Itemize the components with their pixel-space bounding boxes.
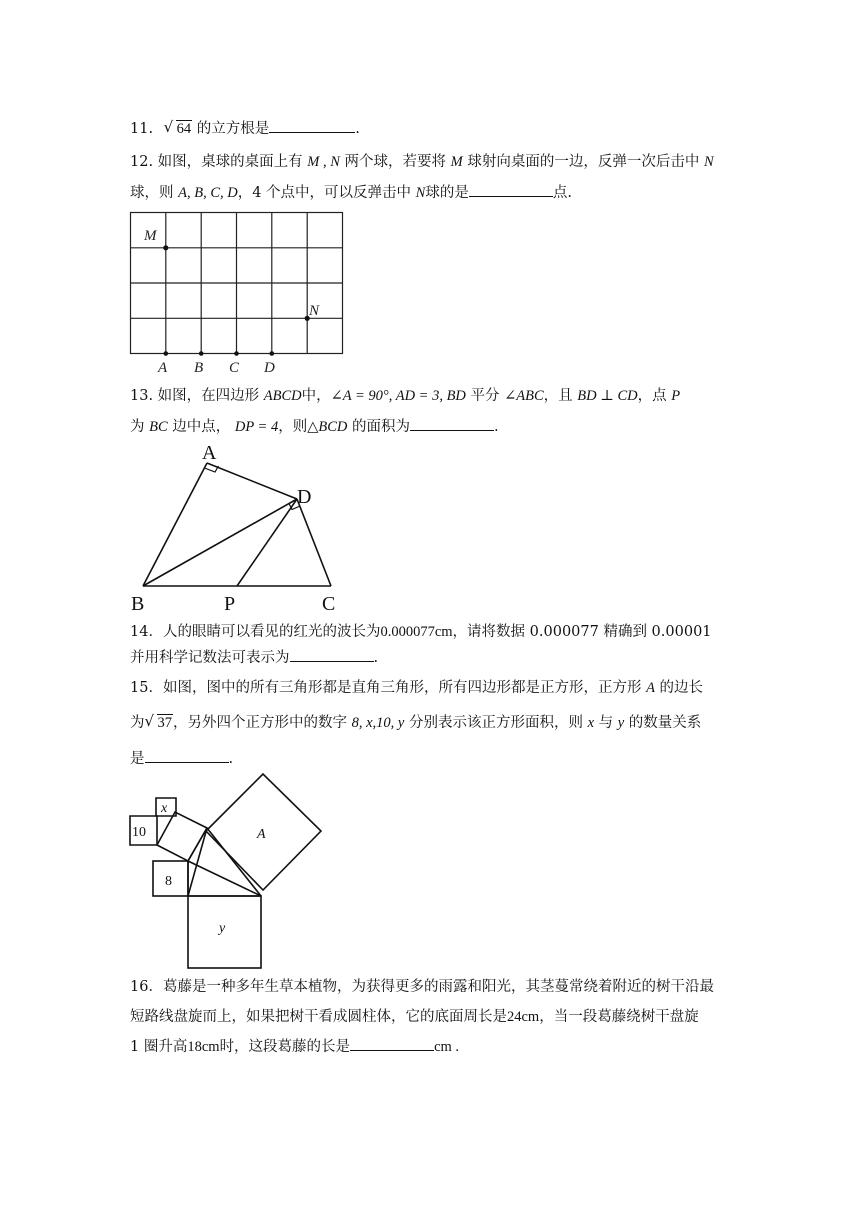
label-a: A	[202, 442, 217, 464]
sqrt-37: √ 37	[144, 712, 172, 731]
label-b: B	[194, 360, 204, 375]
question-12-line2: 球，则 A, B, C, D，4 个点中，可以反弹击中 N球的是 点.	[130, 182, 730, 203]
label-c: C	[322, 593, 336, 615]
label-p: P	[224, 593, 236, 615]
billiards-grid-figure	[120, 205, 360, 375]
label-8: 8	[165, 874, 172, 889]
label-c: C	[229, 360, 240, 375]
answer-blank	[269, 118, 355, 133]
question-14-line2: 并用科学记数法可表示为 .	[130, 647, 730, 668]
question-13: 13. 如图，在四边形 ABCD中，∠A = 90°, AD = 3, BD 平分 ∠ABC，且 BD ⊥ CD，点 P	[130, 388, 681, 404]
answer-blank	[145, 748, 229, 763]
question-15: 15．如图，图中的所有三角形都是直角三角形，所有四边形都是正方形，正方形 A 的边长	[130, 680, 704, 696]
label-y: y	[219, 921, 226, 936]
question-11: 11. √ 64 的立方根是 .	[130, 118, 360, 137]
label-b: B	[131, 593, 145, 615]
label-10: 10	[132, 825, 146, 840]
point-d	[270, 351, 275, 356]
sqrt-64: √ 64	[163, 118, 192, 137]
point-a	[164, 351, 169, 356]
q11-number: 11.	[130, 121, 154, 137]
question-13-line2: 为 BC 边中点， DP = 4，则△BCD 的面积为 .	[130, 416, 730, 437]
quadrilateral-figure	[125, 440, 355, 615]
point-b	[199, 351, 204, 356]
question-12: 12. 如图，桌球的桌面上有 M , N 两个球，若要将 M 球射向桌面的一边，反弹一次后击中 N	[130, 154, 714, 170]
pythagoras-squares-figure	[125, 770, 335, 970]
label-n: N	[309, 303, 320, 319]
q11-text: 的立方根是	[196, 121, 270, 137]
label-a: A	[158, 360, 168, 375]
question-16: 16．葛藤是一种多年生草本植物，为获得更多的雨露和阳光，其茎蔓常绕着附近的树干沿最	[130, 979, 714, 995]
question-14: 14．人的眼睛可以看见的红光的波长为0.000077cm，请将数据 0.000077 精确到 0.00001	[130, 624, 712, 640]
label-m: M	[144, 228, 157, 244]
answer-blank	[290, 647, 374, 662]
point-c	[234, 351, 239, 356]
answer-blank	[350, 1036, 434, 1051]
ball-m-point	[163, 245, 168, 250]
question-16-line2: 短路线盘旋而上，如果把树干看成圆柱体，它的底面周长是24cm，当一段葛藤绕树干盘旋	[130, 1009, 699, 1025]
answer-blank	[469, 182, 553, 197]
label-x: x	[161, 801, 168, 816]
label-d: D	[264, 360, 275, 375]
question-15-line3: 是 .	[130, 748, 730, 769]
label-a: A	[257, 827, 266, 842]
label-d: D	[297, 486, 312, 508]
answer-blank	[410, 416, 494, 431]
question-15-line2: 为 √ 37，另外四个正方形中的数字 8, x,10, y 分别表示该正方形面积，则 x 与 y 的数量关系	[130, 712, 702, 731]
question-16-line3: 1 圈升高18cm时，这段葛藤的长是 cm .	[130, 1036, 730, 1057]
